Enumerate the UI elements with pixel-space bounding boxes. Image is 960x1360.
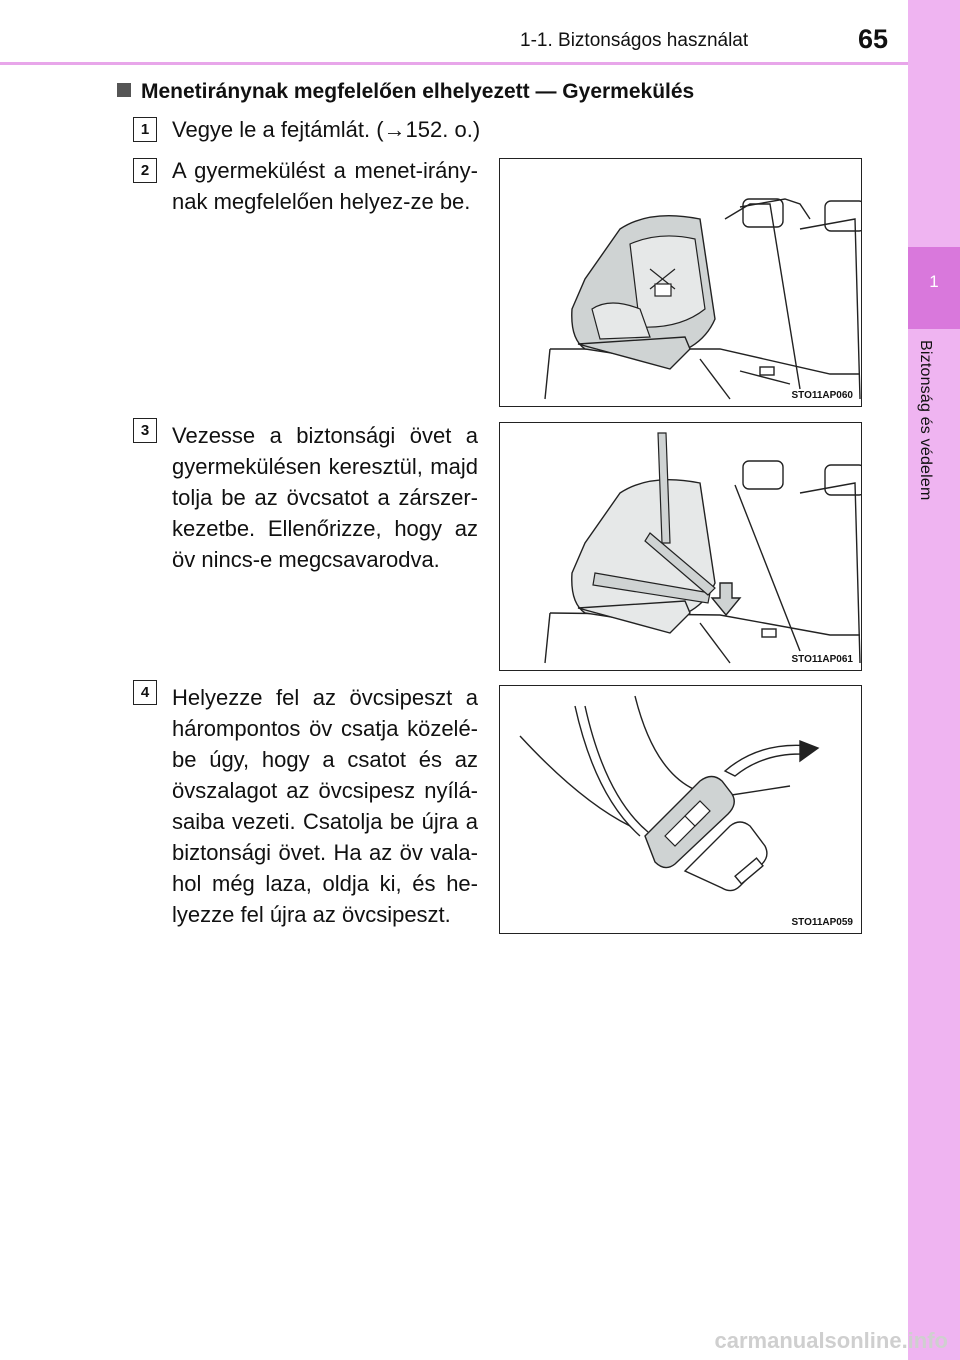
header-section-title: 1-1. Biztonságos használat — [520, 30, 749, 51]
chapter-side-tab — [908, 0, 960, 1360]
section-heading-text: Menetiránynak megfelelően elhelyezett — Gyermekülés — [141, 80, 695, 103]
locking-clip-illustration — [500, 686, 862, 934]
belt-routing-illustration — [500, 423, 862, 671]
step-text: Vezesse a biztonsági övet a gyermekülésen keresztül, majd tolja be az övcsatot a zárszer-kezetbe. Ellenőrizze, hogy az öv nincs-e megcsavarodva. — [172, 423, 478, 572]
square-bullet-icon — [117, 83, 131, 97]
step-number-badge: 1 — [133, 117, 157, 142]
step-number-badge: 2 — [133, 158, 157, 183]
chapter-title: Biztonság és védelem — [917, 340, 934, 501]
step-text: Helyezze fel az övcsipeszt a hárompontos öv csatja közelé-be úgy, hogy a csatot és az övszalagot az övcsipesz nyílá-saiba vezeti. Csatolja be újra a biztonsági övet. Ha az öv vala-hol még laza, oldja ki, és he-lyezze fel újra az övcsipeszt. — [172, 685, 478, 927]
section-heading — [117, 80, 694, 104]
child-seat-illustration — [500, 159, 862, 407]
page-number: 65 — [858, 24, 889, 54]
figure-code: STO11AP061 — [791, 654, 853, 665]
chapter-number: 1 — [929, 272, 939, 291]
header-divider — [0, 62, 908, 65]
step-number-badge: 4 — [133, 680, 157, 705]
step-number-badge: 3 — [133, 418, 157, 443]
figure-code: STO11AP060 — [791, 390, 853, 401]
figure-locking-clip — [499, 685, 862, 934]
figure-code: STO11AP059 — [791, 917, 853, 928]
figure-child-seat-placement — [499, 158, 862, 407]
step-text: A gyermekülést a menet-iránynak megfelelően helyez-ze be. — [172, 158, 478, 214]
step-text: Vegye le a fejtámlát. (→152. o.) — [172, 117, 481, 142]
watermark-text: carmanualsonline.info — [714, 1328, 948, 1353]
figure-belt-routing — [499, 422, 862, 671]
